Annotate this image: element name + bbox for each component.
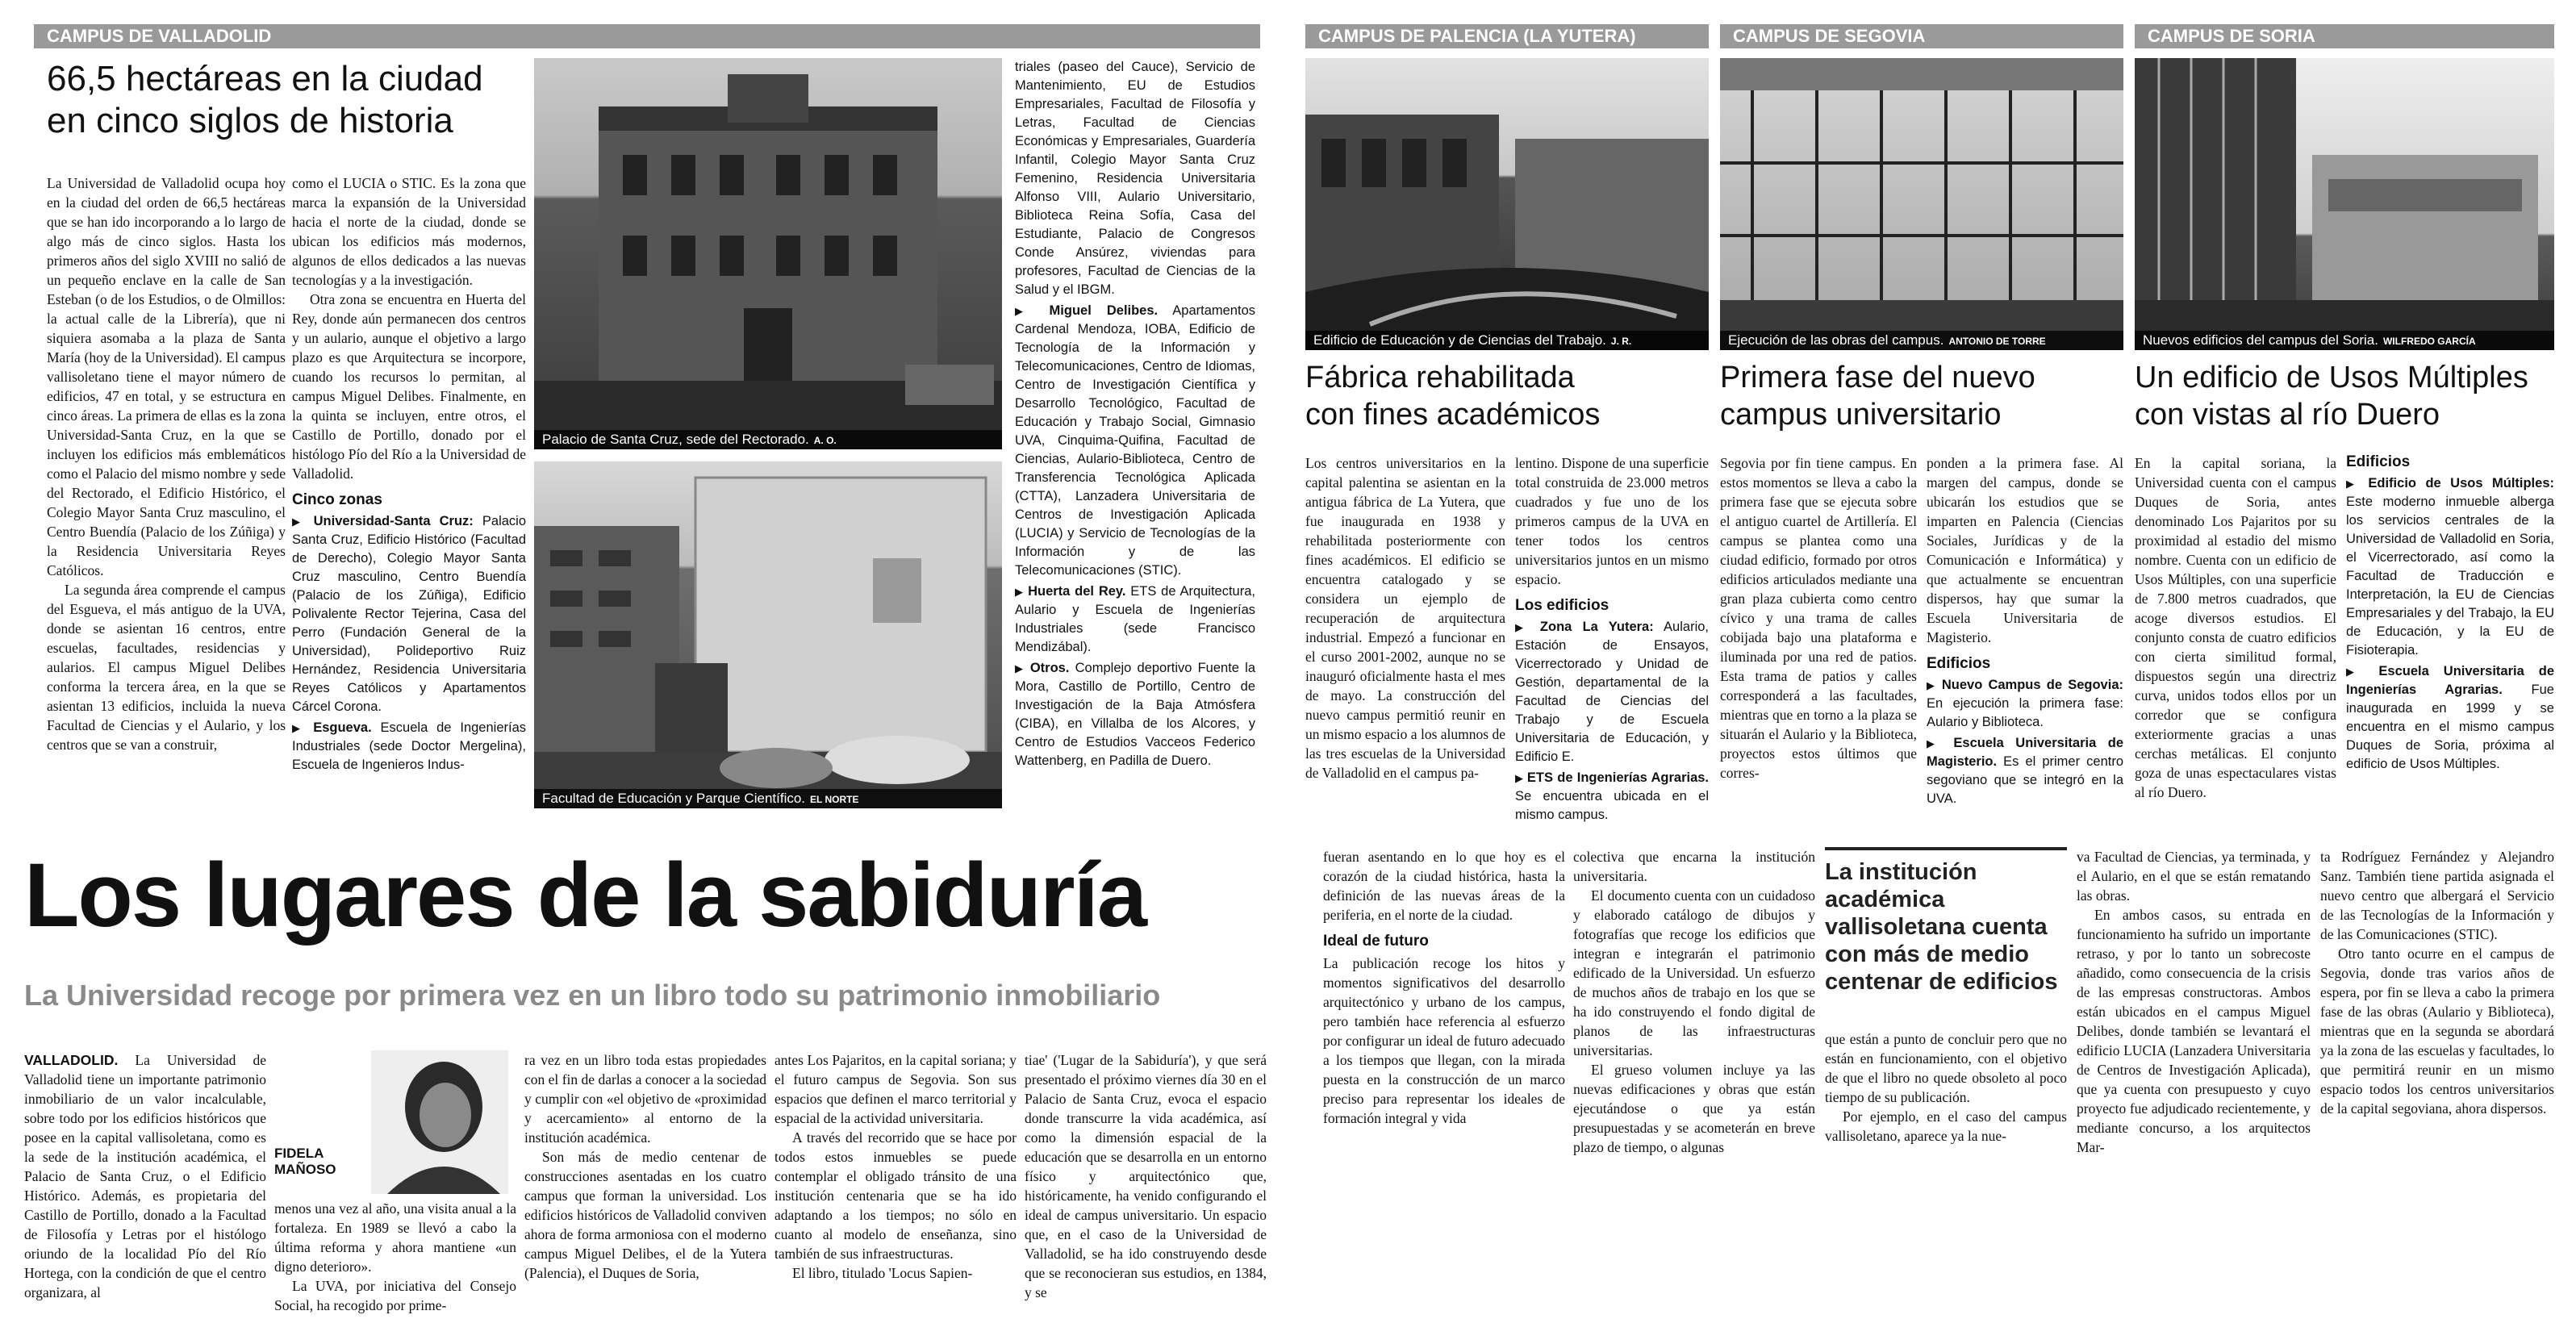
main-subheadline: La Universidad recoge por primera vez en un libro todo su patrimonio inmobiliario <box>24 979 1161 1012</box>
cont-paragraph: Otro tanto ocurre en el campus de Segovia, donde tras varios años de espera, por fin se lleva a cabo la primera fase de las obras (Aulario y Biblioteca), mientras que en la segunda se abordará ya la zona de las escuelas y facultades, lo que permitirá reunir en un mismo espacio todos los centros universitarios de la capital segoviana, ahora dispersos. <box>2320 946 2554 1117</box>
main-paragraph: A través del recorrido que se hace por todos estos inmuebles se puede contemplar el obligado tránsito de una institución centenaria que se ha ido adaptando a los tiempos; no sólo en cuanto al modelo de enseñanza, sino también de sus infraestructuras. <box>774 1129 1017 1262</box>
bullet-arrow-icon: ▶ <box>2346 666 2379 678</box>
zona-item: ▶ Otros. Complejo deportivo Fuente la Mora, Castillo de Portillo, Centro de Investigación de la Baja Atmósfera (CIBA), en Villalba de los Alcores, y Centro de Estudios Vacceos Federico Wattenberg, en Padilla de Duero. <box>1015 661 1256 768</box>
bullet-arrow-icon: ▶ <box>1015 586 1029 598</box>
bullet-arrow-icon: ▶ <box>1515 621 1540 633</box>
palacio-caption: Palacio de Santa Cruz, sede del Rectorado. A. O. <box>534 430 1002 449</box>
bullet-arrow-icon: ▶ <box>2346 478 2369 490</box>
cont-paragraph: El grueso volumen incluye ya las nuevas edificaciones y obras que están ejecutándose o que ya están presupuestadas y se acometerán en breve plazo de tiempo, o algunas <box>1573 1062 1815 1155</box>
valladolid-col2 <box>292 173 526 777</box>
cont-col2 <box>1573 847 1815 1157</box>
main-headline: Los lugares de la sabiduría <box>24 845 1146 946</box>
zona-item: ▶ Huerta del Rey. ETS de Arquitectura, Aulario y Escuela de Ingenierías Industriales (sede Francisco Mendizábal). <box>1015 584 1255 654</box>
facultad-illustration <box>534 461 1002 808</box>
palencia-paragraph: lentino. Dispone de una superficie total construida de 23.000 metros cuadrados y fue uno de los primeros campus de la UVA en tener todos los centros universitarios juntos en un mismo espacio. <box>1515 455 1709 587</box>
valladolid-paragraph: La Universidad de Valladolid ocupa hoy en la ciudad del orden de 66,5 hectáreas que se han ido incorporando a lo largo de algo más de cinco siglos. Hasta los primeros años del siglo XVIII no salió de un pequeño enclave en la calle de San Esteban (o de los Estudios, o de Olmillos: la actual calle de la Librería), que ni siquiera asomaba a la plaza de Santa María (hoy de la Universidad). El campus vallisoletano tiene el mayor número de edificios, 47 en total, y se estructura en cinco áreas. La primera de ellas es la zona Universidad-Santa Cruz, en la que se incluyen los edificios más emblemáticos como el Palacio del mismo nombre y sede del Rectorado, el Edificio Histórico, el Colegio Mayor Santa Cruz masculino, el Centro Buendía (Palacio de los Zúñiga) y la Residencia Universitaria Reyes Católicos. <box>47 175 286 578</box>
cont-paragraph: Por ejemplo, en el caso del campus vallisoletano, aparece ya la nue- <box>1825 1108 2067 1144</box>
dateline: VALLADOLID. <box>24 1052 119 1068</box>
facultad-caption: Facultad de Educación y Parque Científico. EL NORTE <box>534 789 1002 808</box>
segovia-edificios-heading: Edificios <box>1927 655 1991 672</box>
palencia-edificios-heading: Los edificios <box>1515 597 1609 614</box>
photo-credit: A. O. <box>813 435 837 446</box>
bullet-arrow-icon: ▶ <box>1515 772 1527 784</box>
cont-paragraph: La publicación recoge los hitos y momentos significativos del desarrollo arquitectónico y urbano de los campus, pero también hace referencia al esfuerzo por configurar un ideal de futuro adecuado a los tiempos que llegan, con la mirada puesta en la construcción de un marco preciso para representar los ideales de formación integral y vida <box>1323 955 1565 1126</box>
main-paragraph: antes Los Pajaritos, en la capital soriana; y el futuro campus de Segovia. Son sus espacios que definen el marco territorial y espacial de la actividad universitaria. <box>774 1052 1017 1126</box>
palacio-photo <box>534 58 1002 449</box>
author-avatar <box>371 1050 508 1194</box>
segovia-title <box>1720 359 2123 433</box>
segovia-col1 <box>1720 453 1917 783</box>
ideal-futuro-heading: Ideal de futuro <box>1323 933 1429 950</box>
main-col4 <box>774 1050 1017 1283</box>
segovia-photo <box>1720 58 2123 350</box>
segovia-title-line2: campus universitario <box>1720 398 2002 432</box>
palencia-title <box>1305 359 1709 433</box>
edificio-item: ▶ Zona La Yutera: Aulario, Estación de Ensayos, Vicerrectorado y Unidad de Gestión, departamental de la Facultad de Ciencias del Trabajo y de Escuela Universitaria de Educación, y Edificio E. <box>1515 620 1709 764</box>
valladolid-section-bar: CAMPUS DE VALLADOLID <box>34 24 1260 48</box>
photo-credit: J. R. <box>1610 336 1632 347</box>
main-paragraph: Son más de medio centenar de construcciones asentadas en los cuatro campus que forman la universidad. Los edificios históricos de Valladolid conviven ahora de forma armoniosa con el moderno campus Miguel Delibes, el de la Yutera (Palencia), el Duques de Soria, <box>524 1149 766 1281</box>
segovia-paragraph: Segovia por fin tiene campus. En estos momentos se lleva a cabo la primera fase que se ejecuta sobre el antiguo cuartel de Artillería. El campus se plantea como una ciudad edificio, formado por otros edificios articulados mediante una gran plaza cubierta como centro cívico y una trama de calles cobijada bajo una plataforma e iluminada por una red de patios. Esta trama de patios y calles corresponderá a las facultades, mientras que en torno a la plaza se situarán el Aulario y la Biblioteca, proyectos estos últimos que corres- <box>1720 455 1917 781</box>
main-paragraph: menos una vez al año, una visita anual a la fortaleza. En 1989 se llevó a cabo la última reforma y ahora mantiene «un digno deterioro». <box>274 1200 516 1275</box>
cont-col1 <box>1323 847 1565 1128</box>
cont-paragraph: ta Rodríguez Fernández y Alejandro Sanz. También tiene partida asignada el nuevo centro que albergará el Servicio de las Tecnologías de la Información y de las Comunicaciones (STIC). <box>2320 849 2554 942</box>
cont-paragraph: En ambos casos, su entrada en funcionamiento ha sufrido un importante retraso, y por lo tanto un sobrecoste añadido, como consecuencia de la crisis de las empresas constructoras. Ambos están ubicados en el campus Miguel Delibes, donde también se levantará el edificio LUCIA (Lanzadera Universitaria de Centros de Investigación Aplicada), que ya cuenta con presupuesto y cuyo proyecto fue adjudicado recientemente, y mediante concurso, a los arquitectos Mar- <box>2077 907 2311 1155</box>
soria-col2 <box>2346 453 2554 776</box>
main-col1 <box>24 1050 266 1302</box>
photo-credit: EL NORTE <box>810 794 859 805</box>
valladolid-title-line1: 66,5 hectáreas en la ciudad <box>47 59 483 98</box>
segovia-paragraph: ponden a la primera fase. Al margen del campus, donde se ubicarán los estudios que se imparten en Palencia (Ciencias Sociales, Jurídicas y de la Comunicación e Informática) y que actualmente se encuentran dispersos, hay que sumar la Escuela Universitaria de Magisterio. <box>1927 455 2123 645</box>
main-paragraph: tiae' ('Lugar de la Sabiduría'), y que será presentado el próximo viernes día 30 en el Palacio de Santa Cruz, evoca el espacio donde transcurre la vida académica, así como la dimensión espacial de la educación que se desarrolla en un entorno físico y arquitectónico que, históricamente, ha venido configurando el ideal de campus universitario. Un espacio que, en el caso de la Universidad de Valladolid, se ha ido construyendo desde que se reconocieran sus estudios, en 1384, y se <box>1025 1052 1267 1300</box>
palencia-illustration <box>1305 58 1709 350</box>
main-paragraph: La UVA, por iniciativa del Consejo Social, ha recogido por prime- <box>274 1278 516 1313</box>
facultad-photo <box>534 461 1002 808</box>
edificio-item: ▶ Escuela Universitaria de Ingenierías Agrarias. Fue inaugurada en 1999 y se encuentra en el mismo campus Duques de Soria, próxima al edificio de Usos Múltiples. <box>2346 664 2554 771</box>
bullet-arrow-icon: ▶ <box>292 516 314 528</box>
valladolid-paragraph: como el LUCIA o STIC. Es la zona que marca la expansión de la Universidad hacia el norte de la ciudad, donde se ubican los edificios más modernos, algunos de ellos dedicados a las nuevas tecnologías y a la investigación. <box>292 175 526 288</box>
valladolid-col3 <box>1015 58 1255 773</box>
zona-item: triales (paseo del Cauce), Servicio de Mantenimiento, EU de Estudios Empresariales, Facultad de Filosofía y Letras, Facultad de Ciencias Económicas y Empresariales, Guardería Infantil, Colegio Mayor Santa Cruz Femenino, Residencia Universitaria Alfonso VIII, Aulario Universitario, Biblioteca Reina Sofía, Casa del Estudiante, Palacio de Congresos Conde Ansúrez, viviendas para profesores, Facultad de Ciencias de la Salud y el IBGM. <box>1015 60 1255 297</box>
palencia-col2 <box>1515 453 1709 827</box>
cont-paragraph: fueran asentando en lo que hoy es el corazón de la ciudad histórica, hasta la definición de las nuevas áreas de la periferia, en el norte de la ciudad. <box>1323 849 1565 923</box>
bullet-arrow-icon: ▶ <box>1927 737 1954 749</box>
edificio-item: ▶ ETS de Ingenierías Agrarias. Se encuentra ubicada en el mismo campus. <box>1515 770 1710 822</box>
main-col3 <box>524 1050 766 1283</box>
soria-caption: Nuevos edificios del campus del Soria. WILFREDO GARCÍA <box>2135 331 2554 350</box>
palencia-title-line2: con fines académicos <box>1305 398 1601 432</box>
main-col2 <box>274 1050 516 1315</box>
valladolid-title-line2: en cinco siglos de historia <box>47 101 453 140</box>
main-paragraph: VALLADOLID. La Universidad de Valladolid tiene un importante patrimonio inmobiliario de un valor incalculable, sobre todo por los edificios históricos que posee en la capital vallisoletana, como es la sede de la institución académica, el Palacio de Santa Cruz, o el Edificio Histórico. Además, es propietaria del Castillo de Portillo, donado a la Facultad de Filosofía y Letras por el histólogo oriundo de la localidad Pío del Río Hortega, con la condición de que el centro organizara, al <box>24 1052 266 1300</box>
valladolid-paragraph: Otra zona se encuentra en Huerta del Rey, donde aún permanecen dos centros y un aulario, aunque el objetivo a largo plazo es que Arquitectura se incorpore, cuando los recursos lo permitan, al campus Miguel Delibes. Finalmente, en la quinta se incluyen, entre otros, el Castillo de Portillo, donado por el histólogo Pío del Río a la Universidad de Valladolid. <box>292 291 526 482</box>
soria-paragraph: En la capital soriana, la Universidad cuenta con el campus Duques de Soria, antes denominado Los Pajaritos por su proximidad al estadio del mismo nombre. Cuenta con un edificio de Usos Múltiples, con una superficie de 7.800 metros cuadrados, que acoge diversos estudios. El conjunto consta de cuatro edificios con cierta similitud formal, dispuestos según una directriz curva, unidos todos ellos por un corredor que se configura exteriormente gracias a unas cerchas metálicas. El conjunto goza de unas espectaculares vistas al río Duero. <box>2135 455 2336 800</box>
cont-paragraph: va Facultad de Ciencias, ya terminada, y el Aulario, en el que se están rematando las obras. <box>2077 849 2311 904</box>
segovia-section-bar: CAMPUS DE SEGOVIA <box>1720 24 2123 48</box>
cont-col3 <box>1825 847 2067 1146</box>
cont-paragraph: colectiva que encarna la institución universitaria. <box>1573 849 1815 884</box>
soria-title-line2: con vistas al río Duero <box>2135 398 2440 432</box>
valladolid-title <box>47 58 563 142</box>
soria-title-line1: Un edificio de Usos Múltiples <box>2135 361 2528 394</box>
bullet-arrow-icon: ▶ <box>1015 305 1050 317</box>
main-col5 <box>1025 1050 1267 1302</box>
author-name: FIDELA MAÑOSO <box>274 1146 336 1177</box>
valladolid-paragraph: La segunda área comprende el campus del Esgueva, el más antiguo de la UVA, donde se asientan 16 centros, entre escuelas, facultades, residencias y aularios. El campus Miguel Delibes conforma la tercera área, en la que se asientan 13 edificios, incluida la nueva Facultad de Ciencias y el Aulario, y los centros que se van a construir, <box>47 582 286 753</box>
segovia-caption: Ejecución de las obras del campus. ANTONIO DE TORRE <box>1720 331 2123 350</box>
zona-item: ▶ Esgueva. Escuela de Ingenierías Industriales (sede Doctor Mergelina), Escuela de Ingenieros Indus- <box>292 720 526 772</box>
soria-section-bar: CAMPUS DE SORIA <box>2135 24 2554 48</box>
soria-photo <box>2135 58 2554 350</box>
zonas-heading: Cinco zonas <box>292 491 382 508</box>
main-paragraph: El libro, titulado 'Locus Sapien- <box>792 1265 973 1281</box>
bullet-arrow-icon: ▶ <box>1927 679 1942 691</box>
segovia-col2 <box>1927 453 2123 811</box>
segovia-illustration <box>1720 58 2123 350</box>
cont-col4 <box>2077 847 2311 1157</box>
soria-edificios-heading: Edificios <box>2346 453 2411 470</box>
valladolid-col1 <box>47 173 286 754</box>
palencia-paragraph: Los centros universitarios en la capital palentina se asientan en la antigua fábrica de La Yutera, que fue inaugurada en 1938 y rehabilitada posteriormente con fines académicos. El edificio se encuentra catalogado y se considera un ejemplo de recuperación de arquitectura industrial. Empezó a funcionar en el curso 2001-2002, aunque no se inauguró oficialmente hasta el mes de mayo. La construcción del nuevo campus permitió reunir en un mismo espacio a los alumnos de las tres escuelas de la Universidad de Valladolid en el campus pa- <box>1305 455 1505 781</box>
zona-item: ▶ Miguel Delibes. Apartamentos Cardenal Mendoza, IOBA, Edificio de Tecnología de la Información y Telecomunicaciones, Centro de Idiomas, Centro de Investigación Científica y Desarrollo Tecnológico, Facultad de Educación y Trabajo Social, Gimnasio UVA, Cinquima-Quifina, Facultad de Ciencias, Aulario-Biblioteca, Centro de Transferencia Tecnológica Aplicada (CTTA), Lanzadera Universitaria de Centros de Investigación Aplicada (LUCIA) y Servicio de Tecnologías de la Información y de las Telecomunicaciones (STIC). <box>1015 303 1255 578</box>
edificio-item: ▶ Edificio de Usos Múltiples: Este moderno inmueble alberga los servicios centrales de la Universidad de Valladolid en Soria, el Vicerrectorado, así como la Facultad de Traducción e Interpretación, la EU de Ciencias Empresariales y del Trabajo, la EU de Educación, y la EU de Fisioterapia. <box>2346 476 2554 657</box>
cont-paragraph: que están a punto de concluir pero que no están en funcionamiento, con el objetivo de que el libro no quede obsoleto al poco tiempo de su publicación. <box>1825 1031 2067 1105</box>
palencia-caption: Edificio de Educación y de Ciencias del Trabajo. J. R. <box>1305 331 1709 350</box>
pull-quote: La institución académica vallisoletana cuenta con más de medio centenar de edificios <box>1825 847 2067 1008</box>
soria-col1 <box>2135 453 2336 802</box>
cont-col5 <box>2320 847 2554 1118</box>
edificio-item: ▶ Escuela Universitaria de Magisterio. Es el primer centro segoviano que se integró en la UVA. <box>1927 736 2123 806</box>
segovia-title-line1: Primera fase del nuevo <box>1720 361 2035 394</box>
palencia-title-line1: Fábrica rehabilitada <box>1305 361 1575 394</box>
palencia-photo <box>1305 58 1709 350</box>
palencia-section-bar: CAMPUS DE PALENCIA (LA YUTERA) <box>1305 24 1709 48</box>
author-byline <box>274 1050 516 1194</box>
author-portrait <box>371 1050 508 1194</box>
bullet-arrow-icon: ▶ <box>1015 662 1030 674</box>
edificio-item: ▶ Nuevo Campus de Segovia: En ejecución la primera fase: Aulario y Biblioteca. <box>1927 678 2123 729</box>
palencia-col1 <box>1305 453 1505 783</box>
cont-paragraph: El documento cuenta con un cuidadoso y elaborado catálogo de dibujos y fotografías que recoge los edificios que integran e integrarán el patrimonio edificado de la Universidad. Un esfuerzo de muchos años de trabajo en los que se ha ido construyendo el fondo digital de planos de las infraestructuras universitarias. <box>1573 887 1815 1058</box>
photo-credit: WILFREDO GARCÍA <box>2382 336 2476 347</box>
bullet-arrow-icon: ▶ <box>292 722 314 734</box>
photo-credit: ANTONIO DE TORRE <box>1948 336 2046 347</box>
zona-item: ▶ Universidad-Santa Cruz: Palacio Santa Cruz, Edificio Histórico (Facultad de Derecho), Colegio Mayor Santa Cruz masculino, Centro Buendía (Palacio de los Zúñiga), Edificio Polivalente Rector Tejerina, Casa del Perro (Fundación General de la Universidad), Polideportivo Ruiz Hernández, Residencia Universitaria Reyes Católicos y Apartamentos Cárcel Corona. <box>292 514 526 714</box>
soria-title <box>2135 359 2562 433</box>
palacio-illustration <box>534 58 1002 449</box>
main-paragraph: ra vez en un libro toda estas propiedades con el fin de darlas a conocer a la sociedad y cumplir con «el objetivo de «proximidad y acercamiento» al entorno de la institución académica. <box>524 1052 766 1146</box>
soria-illustration <box>2135 58 2554 350</box>
